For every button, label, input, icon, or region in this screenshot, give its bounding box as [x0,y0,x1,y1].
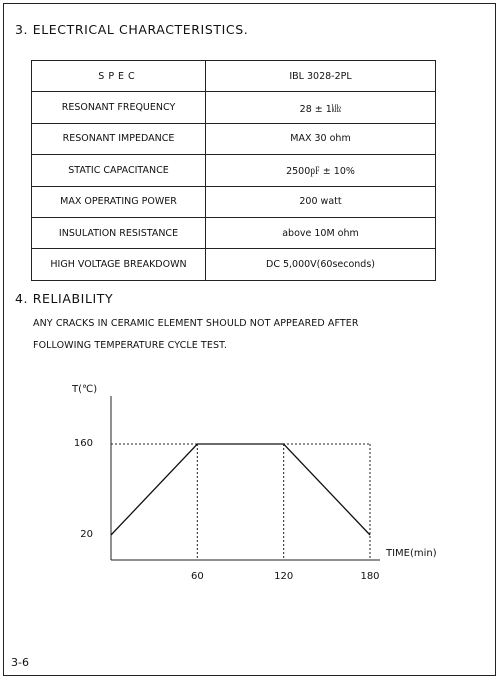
y-tick-label: 20 [80,529,93,540]
x-tick-label: 180 [360,571,380,582]
section-4-heading: 4. RELIABILITY [15,291,114,306]
row-label: INSULATION RESISTANCE [32,217,206,248]
x-axis-label: TIME(min) [386,548,437,559]
row-value: 200 watt [206,186,436,217]
x-tick-label: 120 [274,571,294,582]
row-label: STATIC CAPACITANCE [32,155,206,186]
temperature-profile-line [111,444,370,535]
row-label: MAX OPERATING POWER [32,186,206,217]
spec-header-cell: SPEC [32,61,206,92]
x-tick-label: 60 [190,571,204,582]
row-value: above 10M ohm [206,217,436,248]
row-label: RESONANT FREQUENCY [32,92,206,123]
row-value: DC 5,000V(60seconds) [206,249,436,280]
reliability-text-line-1: ANY CRACKS IN CERAMIC ELEMENT SHOULD NOT APPEARED AFTER [33,318,359,329]
y-tick-label: 160 [73,438,93,449]
model-header-cell: IBL 3028-2PL [206,61,436,92]
section-3-heading: 3. ELECTRICAL CHARACTERISTICS. [15,22,249,37]
y-axis-label: T(℃) [72,384,98,395]
reliability-text-line-2: FOLLOWING TEMPERATURE CYCLE TEST. [33,340,227,351]
row-value: MAX 30 ohm [206,123,436,154]
vertical-guide-lines [197,444,370,560]
row-label: RESONANT IMPEDANCE [32,123,206,154]
row-value: 28 ± 1㎑ [206,92,436,123]
page-number: 3-6 [11,656,29,669]
row-label: HIGH VOLTAGE BREAKDOWN [32,249,206,280]
row-value: 2500㎊ ± 10% [206,155,436,186]
